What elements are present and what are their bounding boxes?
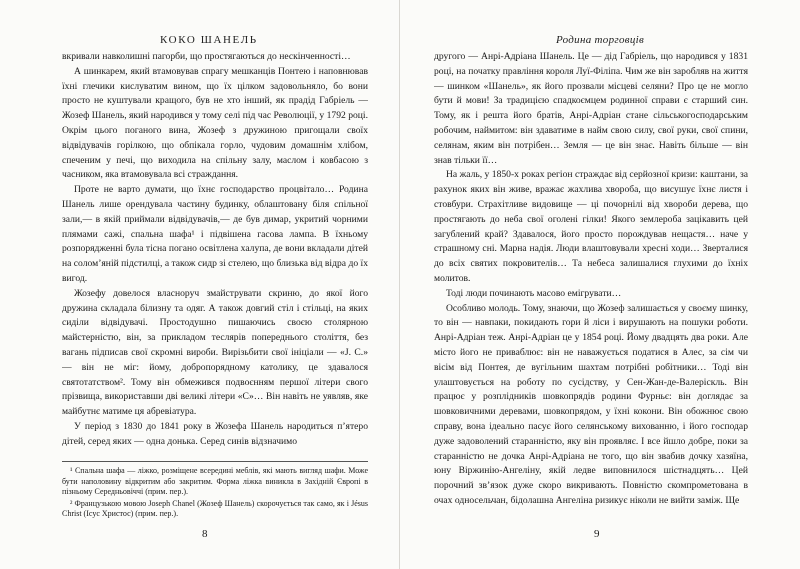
right-page [400, 0, 800, 569]
paragraph: У період з 1830 до 1841 року в Жозефа Шанель народиться п’ятеро дітей, серед яких — одна донька. Серед синів відзначимо [62, 420, 368, 447]
paragraph: Особливо молодь. Тому, знаючи, що Жозеф залишається у своєму шинку, то він — навпаки, покидають гори й ліси і вирушають на пошуки роботи. Анрі-Адріан теж. Анрі-Адріан це у 1854 році. Йому двадцять два роки. Але місто його не приваблює: він не наважується податися в Алес, за сім чи вісім від Понтея, де вугільним шахтам потрібні робітники… Тоді він улаштовується на роботу по сусідству, у Сен-Жан-де-Валеріскль. Він працює у розплідників шовкопрядів родини Фурньє: він доглядає за шовковичними деревами, шовкопрядом, у їхні кокони. Він обожнює свою справу, вона ідеально пасує його селянському вихованню, і його господар дуже задоволений старанністю, яку він проявляє. І все йшло добре, поки за старанністю не дочка Анрі-Адріана не того, що він звабив дочку хазяїна, юну Віржинію-Ангеліну, якій ледве виповнилося шістнадцять… Цей порочний зв’язок дуже скоро викривають. Повністю скомпрометована в очах односельчан, бідолашна Ангеліна ризикує ніколи не вийти заміж. Ще [434, 302, 748, 506]
page-number-left: 8 [202, 528, 208, 540]
paragraph: На жаль, у 1850-х роках регіон страждає від серйозної кризи: каштани, за рахунок яких він живе, вражає жахлива хвороба, що висушує їхнє листя і стовбури. Страхітливе видовище — ці почорнілі від хвороби дерева, що простягають до неба свої оголені гілки! Якого землероба зацікавить цей загублений край? Здавалося, його просто порождував нещастя… наче у страшному сні. Марна надія. Люди влаштовували хресні ходи… Зверталися до всіх святих покровителів… Та небеса залишалися глухими до їхніх молитов. [434, 169, 748, 284]
right-page-body [434, 50, 748, 544]
paragraph: другого — Анрі-Адріана Шанель. Це — дід Габріель, що народився у 1831 році, на початку правління короля Луї-Філіпа. Чим же він заробляв на життя — шинком «Шанель», як його прозвали місцеві селяни? Про це не могло бути й мови! За традицією спадкоємцем родинної справи є старший син. Тому, як і решта його братів, Анрі-Адріан стане сільськогосподарським робочим, наймитом: він здаватиме в найм свою силу, свої руки, свої спини, селянам, яким він потрібен… Земля — це він знає. Навіть більше — він знав тільки її… [434, 51, 748, 166]
left-page-body [62, 50, 368, 460]
paragraph: вкривали навколишні пагорби, що простягаються до нескінченності… [62, 51, 351, 62]
paragraph: А шинкарем, який втамовував спрагу мешканців Понтею і наповнював їхні глечики кислуватим вином, що їх цілком задовольняло, бо вони просто не куштували кращого, був не хто інший, як прадід Габріель — Жозеф Шанель, який народився у тому селі під час Революції, у 1792 році. Окрім цього поганого вина, Жозеф з дружиною пригощали своїх відвідувачів горілкою, що обпікала горло, чудовим домашнім хлібом, спеченим у печі, що виходила на спільну залу, маслом і ковбасою з часником, яка втамовувала всі страждання. [62, 65, 368, 181]
footnote: ² Французькою мовою Joseph Chanel (Жозеф Шанель) скорочується так само, як і Jésus Christ (Ісус Христос) (прим. пер.). [62, 498, 368, 519]
running-head-left: КОКО ШАНЕЛЬ [160, 34, 258, 46]
paragraph: Тоді люди починають масово емігрувати… [446, 287, 622, 299]
running-head-right: Родина торговців [556, 34, 645, 46]
page-number-right: 9 [594, 528, 600, 540]
paragraph: Жозефу довелося власноруч змайструвати скриню, до якої його дружина складала білизну та одяг. А також довгий стіл і стільці, на яких сиділи відвідувачі. Простодушно пишаючись своєю столярною майстерністю, він, за прикладом теслярів попереднього століття, без вагань підписав свої скромні вироби. Вирізьбити свої ініціали — «J. C.» — він не міг: йому, добропорядному католику, це здавалося святотатством². Тому він обмежився подвоєнням першої літери свого прізвища, використавши дві великі літери «C»… Він навіть не уявляв, яке майбутнє матиме ця абревіатура. [62, 287, 368, 418]
paragraph: Проте не варто думати, що їхнє господарство процвітало… Родина Шанель лише орендувала частину будинку, облаштовану біля спільної зали,— в якій приймали відвідувачів,— де був димар, укритий чорними плямами сажі, спальна шафа¹ і підвішена гасова лампа. В їхньому розпорядженні була тісна погано освітлена халупа, де вони вкладали дітей на солом’яній підстилці, а також сидр зі стелею, що близька від відра до їх вигод. [62, 184, 368, 284]
footnote: ¹ Спальна шафа — ліжко, розміщене всередині меблів, які мають вигляд шафи. Може бути наполовину відкритим або закритим. Форма ліжка виникла в Західній Європі в пізньому Середньовіччі (прим. пер.). [62, 466, 368, 497]
footnotes [62, 461, 368, 521]
